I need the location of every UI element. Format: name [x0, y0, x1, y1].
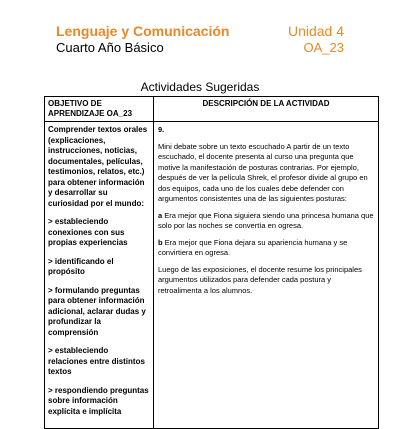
document-header-left: [56, 23, 229, 56]
subject-title: Lenguaje y Comunicación: [56, 23, 230, 39]
section-title: Actividades Sugeridas: [140, 80, 260, 94]
activities-table: [44, 96, 379, 429]
option-text: Era mejor que Fiona siguiera siendo una princesa humana que solo por las noches se convertía en ogresa.: [158, 210, 374, 230]
objective-cell: [45, 122, 154, 429]
activity-number: 9.: [158, 125, 165, 134]
activity-intro: Mini debate sobre un texto escuchado A partir de un texto escuchado, el docente presenta al curso una pregunta que motive la manifestación de posturas contrarias. Por ejemplo, después de ver la película Shrek, el profesor divide al grupo en dos equipos, cada uno de los cuales debe defender con argumentos consistentes una de las siguientes posturas:: [158, 141, 368, 203]
objective-item: > estableciendo conexiones con sus propias experiencias: [48, 217, 128, 247]
objective-column-header: OBJETIVO DE APRENDIZAJE OA_23: [45, 97, 154, 122]
option-letter: a: [158, 210, 163, 220]
table-row: [45, 122, 379, 429]
description-cell: [154, 122, 379, 429]
grade-title: Cuarto Año Básico: [56, 40, 164, 55]
objective-item: > estableciendo relaciones entre distintos textos: [48, 346, 145, 376]
activity-closing: Luego de las exposiciones, el docente resume los principales argumentos utilizados para defender cada postura y retroalimenta a los alumnos.: [158, 264, 362, 295]
objective-main-text: Comprender textos orales (explicaciones, instrucciones, noticias, documentales, películas, testimonios, relatos, etc.) para obtener información y desarrollar su curiosidad por el mundo:: [48, 125, 148, 208]
description-column-header: DESCRIPCIÓN DE LA ACTIVIDAD: [154, 97, 379, 122]
objective-item: > formulando preguntas para obtener información adicional, aclarar dudas y profundizar la comprensión: [48, 285, 146, 337]
table-header-row: [45, 97, 379, 122]
document-header-right: [288, 23, 344, 56]
option-a: [158, 211, 374, 232]
option-letter: b: [158, 237, 163, 247]
objective-code: OA_23: [303, 40, 344, 55]
option-text: Era mejor que Fiona dejara su apariencia humana y se convirtiera en ogresa.: [158, 237, 348, 257]
objective-item: > respondiendo preguntas sobre información explícita e implícita: [48, 385, 149, 416]
objective-item: > identificando el propósito: [48, 256, 114, 276]
option-b: [158, 238, 374, 259]
unit-label: Unidad 4: [287, 23, 344, 39]
